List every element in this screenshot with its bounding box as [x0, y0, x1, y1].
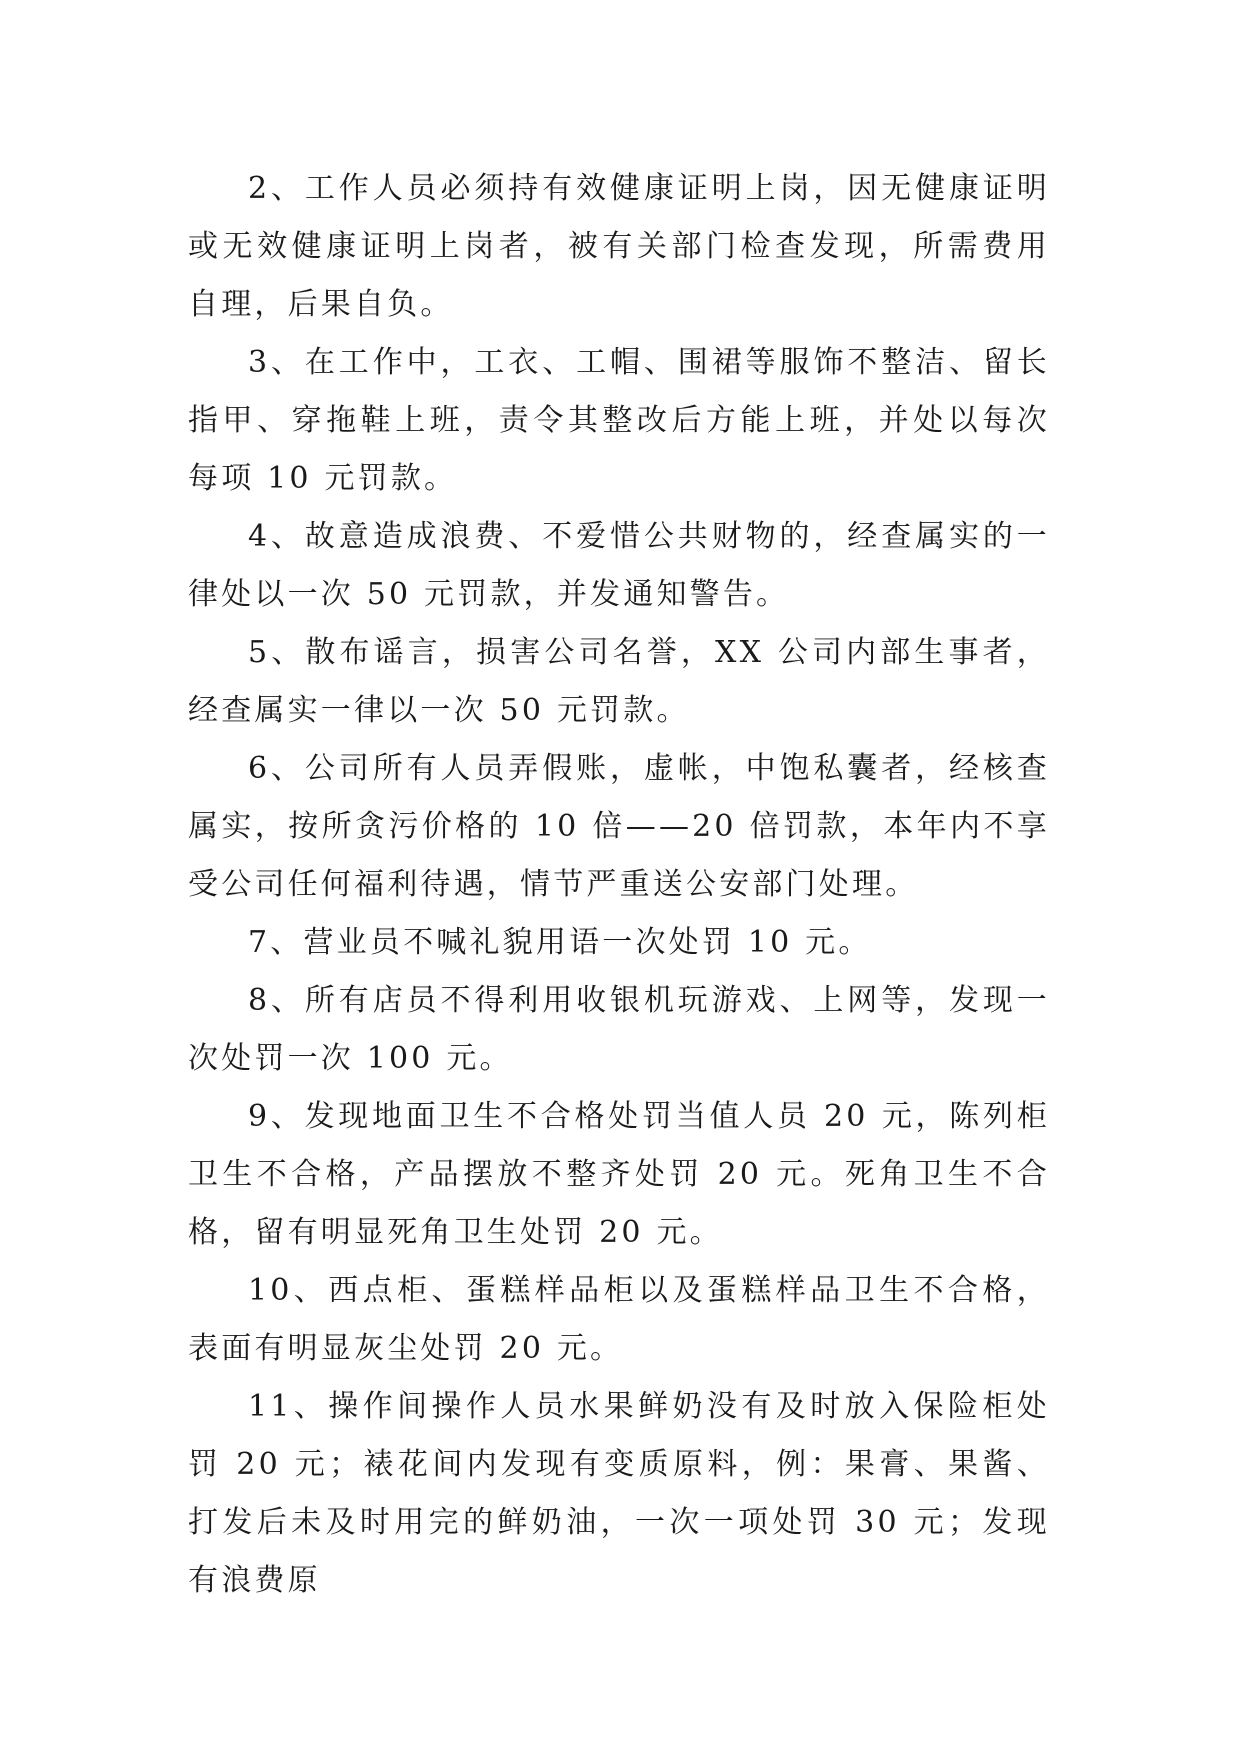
- paragraph-rule-3: 3、在工作中，工衣、工帽、围裙等服饰不整洁、留长指甲、穿拖鞋上班，责令其整改后方能上班，并处以每次每项 10 元罚款。: [188, 345, 1050, 496]
- paragraph-rule-7: 7、营业员不喊礼貌用语一次处罚 10 元。: [248, 925, 872, 960]
- paragraph-rule-2: 2、工作人员必须持有效健康证明上岗，因无健康证明或无效健康证明上岗者，被有关部门检查发现，所需费用自理，后果自负。: [188, 171, 1050, 322]
- paragraph-rule-9: 9、发现地面卫生不合格处罚当值人员 20 元，陈列柜卫生不合格，产品摆放不整齐处罚 20 元。死角卫生不合格，留有明显死角卫生处罚 20 元。: [188, 1099, 1050, 1250]
- document-body: [188, 160, 1050, 1610]
- paragraph-rule-6: 6、公司所有人员弄假账，虚帐，中饱私囊者，经核查属实，按所贪污价格的 10 倍——20 倍罚款，本年内不享受公司任何福利待遇，情节严重送公安部门处理。: [188, 751, 1050, 902]
- paragraph-rule-5: 5、散布谣言，损害公司名誉，XX 公司内部生事者，经查属实一律以一次 50 元罚款。: [188, 635, 1050, 728]
- paragraph-rule-11: 11、操作间操作人员水果鲜奶没有及时放入保险柜处罚 20 元；裱花间内发现有变质原料，例：果膏、果酱、打发后未及时用完的鲜奶油，一次一项处罚 30 元；发现有浪费原: [188, 1389, 1050, 1598]
- paragraph-rule-4: 4、故意造成浪费、不爱惜公共财物的，经查属实的一律处以一次 50 元罚款，并发通知警告。: [188, 519, 1050, 612]
- paragraph-rule-8: 8、所有店员不得利用收银机玩游戏、上网等，发现一次处罚一次 100 元。: [188, 983, 1050, 1076]
- paragraph-rule-10: 10、西点柜、蛋糕样品柜以及蛋糕样品卫生不合格，表面有明显灰尘处罚 20 元。: [188, 1273, 1050, 1366]
